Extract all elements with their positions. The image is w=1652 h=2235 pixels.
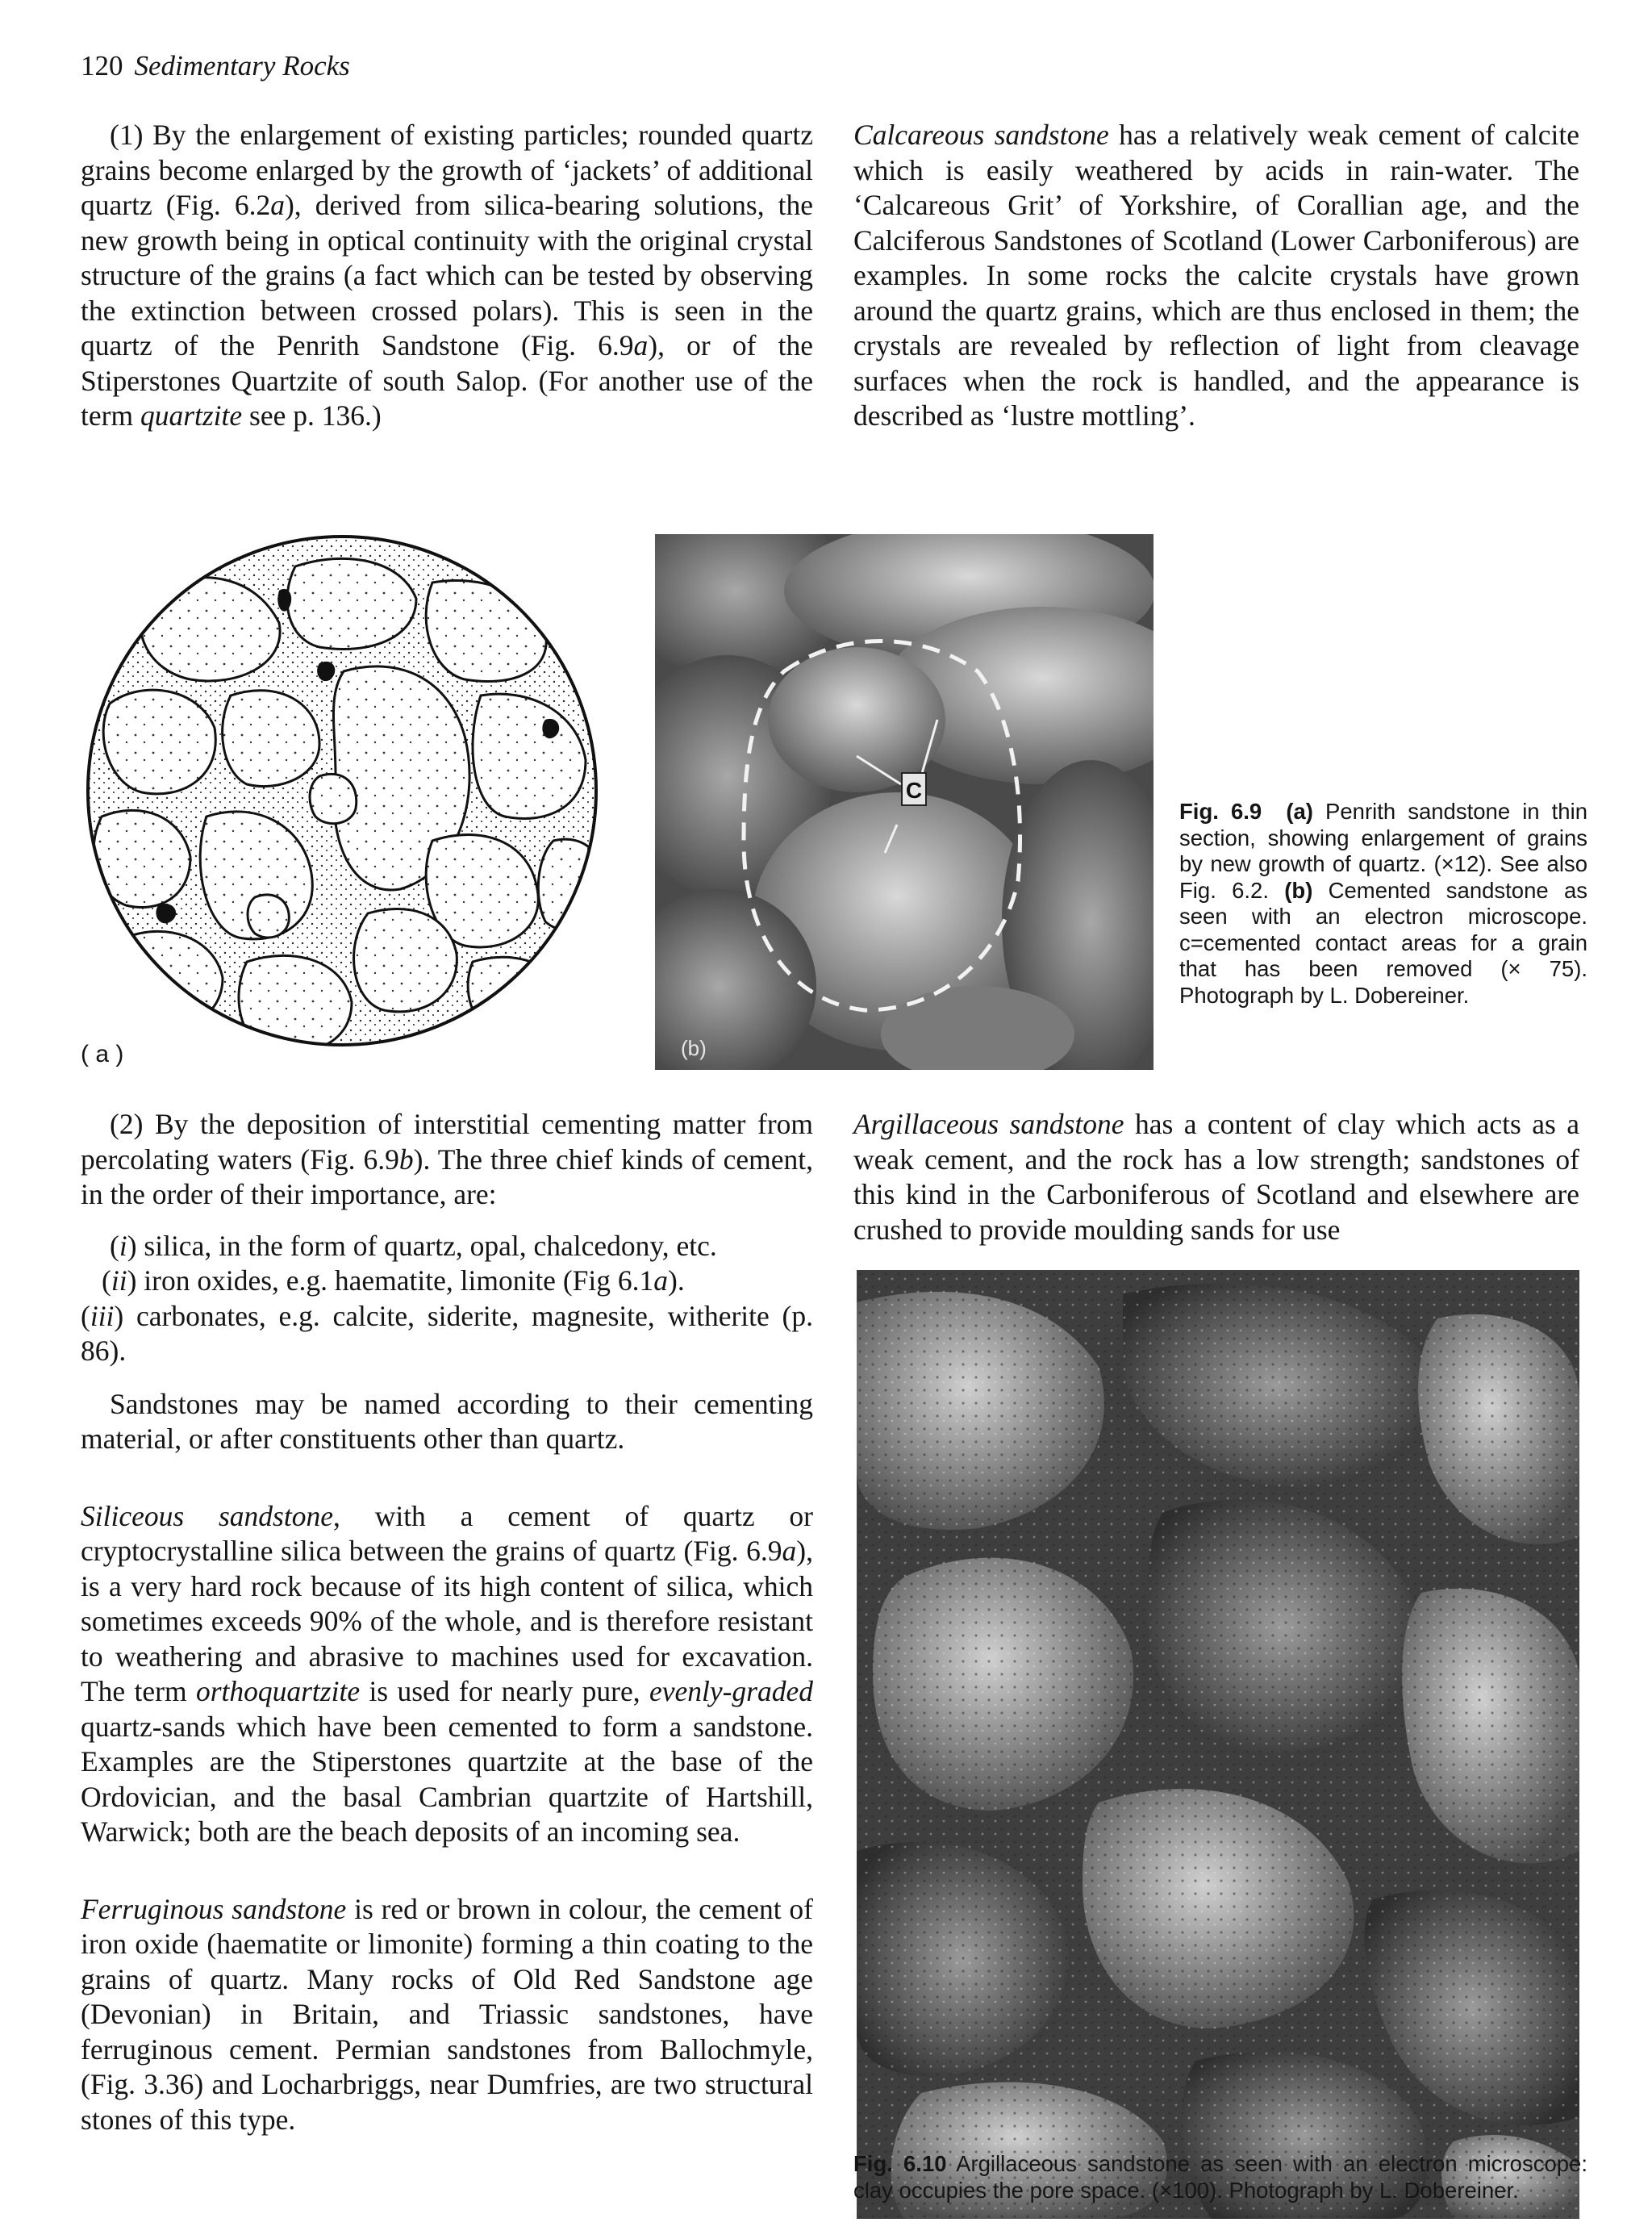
figure-label-b: (b) (681, 1036, 707, 1060)
paragraph-argillaceous: Argillaceous sandstone has a content of clay which acts as a weak cement, and the rock has a low strength; sandstones of this kind in the Carboniferous of Scotland and elsewhere are crushed to provide moulding sands for use (853, 1108, 1579, 1246)
running-header (81, 50, 350, 82)
term-argillaceous: Argillaceous sandstone (853, 1108, 1124, 1140)
paragraph-interstitial-cement: (2) By the deposition of interstitial cementing matter from percolating waters (Fig. 6.9b). The three chief kinds of cement, in the order of their importance, are: (81, 1108, 813, 1210)
left-column-top (81, 118, 813, 434)
figure-6-9a-drawing (77, 534, 650, 1075)
term-calcareous: Calcareous sandstone (853, 119, 1109, 151)
right-column-bottom (853, 1107, 1579, 1247)
paragraph-siliceous: Siliceous sandstone, with a cement of quartz or cryptocrystalline silica between the grains of quartz (Fig. 6.9a), is a very hard rock because of its high content of silica, which sometimes exceeds 90% of the whole, and is therefore resistant to weathering and abrasive to machines used for excavation. The term orthoquartzite is used for nearly pure, evenly-graded quartz-sands which have been cemented to form a sandstone. Examples are the Stiperstones quartzite at the base of the Ordovician, and the basal Cambrian quartzite of Hartshill, Warwick; both are the beach deposits of an incoming sea. (81, 1499, 813, 1848)
caption-fig-6-10-number: Fig. 6.10 (853, 2151, 947, 2176)
term-siliceous: Siliceous sandstone (81, 1499, 333, 1532)
paragraph-enlargement: (1) By the enlargement of existing particles; rounded quartz grains become enlarged by the growth of ‘jackets’ of additional quartz (Fig. 6.2a), derived from silica-bearing solutions, the new growth being in optical continuity with the original crystal structure of the grains (a fact which can be tested by observing the extinction between crossed polars). This is seen in the quartz of the Penrith Sandstone (Fig. 6.9a), or of the Stiperstones Quartzite of south Salop. (For another use of the term quartzite see p. 136.) (81, 119, 813, 432)
figure-6-10-photo (857, 1270, 1579, 2219)
paragraph-naming: Sandstones may be named according to their cementing material, or after constituents other than quartz. (81, 1387, 813, 1455)
list-item: (ii) iron oxides, e.g. haematite, limonite (Fig 6.1a). (102, 1264, 685, 1297)
paragraph-ferruginous: Ferruginous sandstone is red or brown in colour, the cement of iron oxide (haematite or limonite) forming a thin coating to the grains of quartz. Many rocks of Old Red Sandstone age (Devonian) in Britain, and Triassic sandstones, have ferruginous cement. Permian sandstones from Ballochmyle, (Fig. 3.36) and Locharbriggs, near Dumfries, are two structural stones of this type. (81, 1892, 814, 2136)
list-item: (i) silica, in the form of quartz, opal, chalcedony, etc. (110, 1229, 717, 1262)
figure-label-c: C (905, 778, 923, 803)
list-item: (iii) carbonates, e.g. calcite, siderite, magnesite, witherite (p. 86). (81, 1299, 813, 1367)
figure-label-a: ( a ) (81, 1041, 124, 1067)
cement-list (81, 1229, 813, 1369)
term-ferruginous: Ferruginous sandstone (81, 1892, 347, 1925)
running-title: Sedimentary Rocks (134, 50, 350, 81)
figure-6-9-caption: Fig. 6.9 (a) Penrith sandstone in thin section, showing enlargement of grains by new growth of quartz. (×12). See also Fig. 6.2. (b) Cemented sandstone as seen with an electron microscope. c=cemented contact areas for a grain that has been removed (× 75). Photograph by L. Dobereiner. (1179, 799, 1588, 1008)
caption-fig-6-9-number: Fig. 6.9 (1179, 799, 1262, 824)
right-column-top (853, 118, 1579, 434)
figure-6-10-caption: Fig. 6.10 Argillaceous sandstone as seen with an electron microscope: clay occupies the pore space. (×100). Photograph by L. Dobereiner. (853, 2151, 1587, 2203)
paragraph-calcareous: Calcareous sandstone has a relatively weak cement of calcite which is easily weathered by acids in rain-water. The ‘Calcareous Grit’ of Yorkshire, of Corallian age, and the Calciferous Sandstones of Scotland (Lower Carboniferous) are examples. In some rocks the calcite crystals have grown around the quartz grains, which are thus enclosed in them; the crystals are revealed by reflection of light from cleavage surfaces when the rock is handled, and the appearance is described as ‘lustre mottling’. (853, 119, 1579, 432)
figure-6-9b-photo (655, 534, 1153, 1070)
left-column-bottom (81, 1107, 813, 2137)
page-number: 120 (81, 50, 123, 81)
